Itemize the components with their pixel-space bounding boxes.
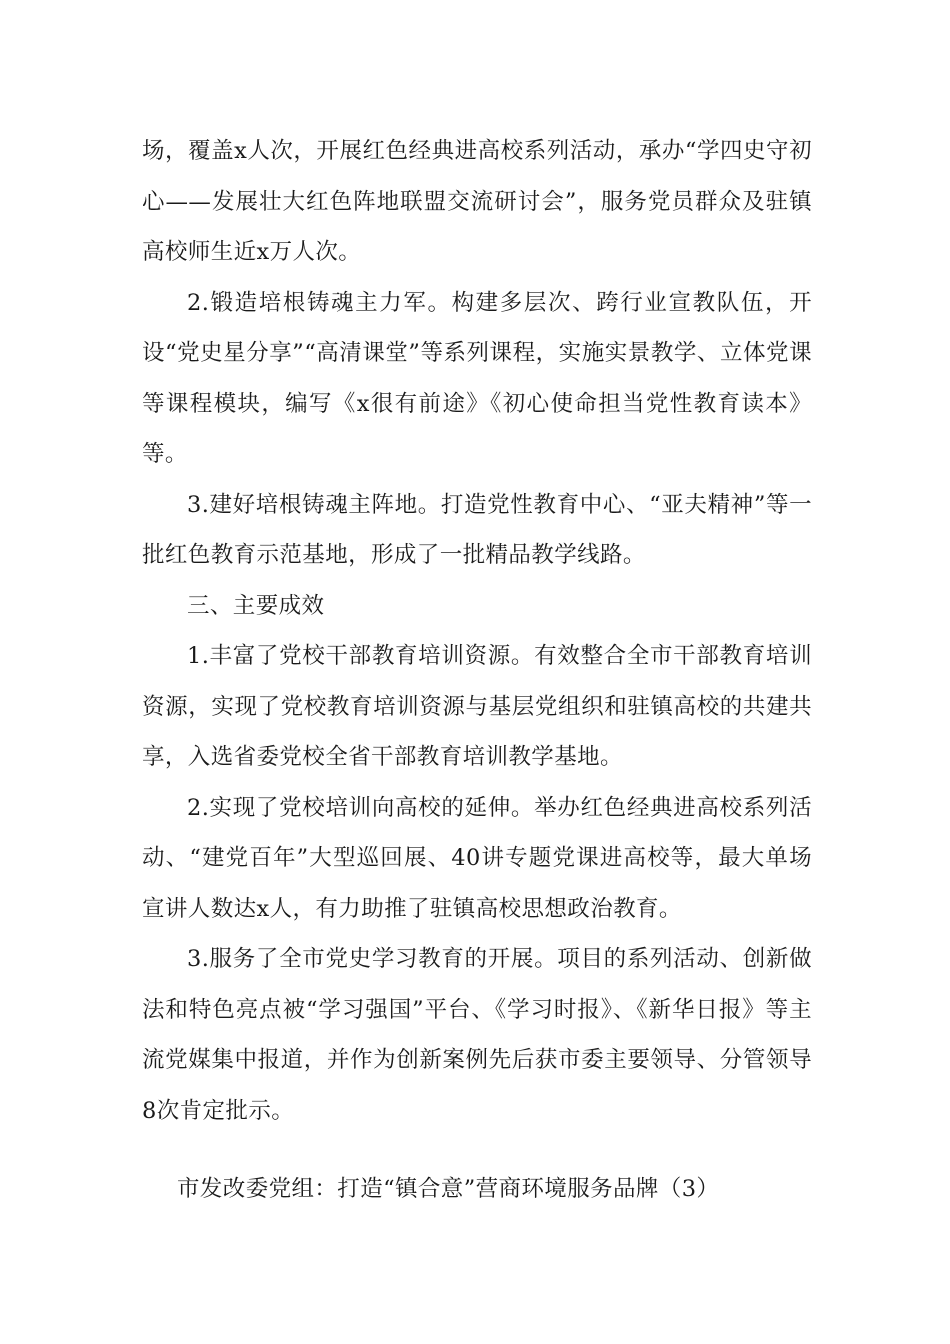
paragraph-item-3: 3.建好培根铸魂主阵地。打造党性教育中心、“亚夫精神”等一批红色教育示范基地，形成了一批精品教学线路。 [142,491,812,568]
next-article-title: 市发改委党组：打造“镇合意”营商环境服务品牌（3） [177,1176,720,1202]
paragraph-item-2: 2.锻造培根铸魂主力军。构建多层次、跨行业宣教队伍，开设“党史星分享”“高清课堂”等系列课程，实施实景教学、立体党课等课程模块，编写《x很有前途》《初心使命担当党性教育读本》等。 [142,289,812,467]
section-heading: 三、主要成效 [187,592,325,619]
paragraph-result-3: 3.服务了全市党史学习教育的开展。项目的系列活动、创新做法和特色亮点被“学习强国”平台、《学习时报》、《新华日报》等主流党媒集中报道，并作为创新案例先后获市委主要领导、分管领导8次肯定批示。 [142,946,812,1124]
document-body [142,126,812,1136]
paragraph-result-1: 1.丰富了党校干部教育培训资源。有效整合全市干部教育培训资源，实现了党校教育培训资源与基层党组织和驻镇高校的共建共享，入选省委党校全省干部教育培训教学基地。 [142,643,812,770]
paragraph-result-2: 2.实现了党校培训向高校的延伸。举办红色经典进高校系列活动、“建党百年”大型巡回展、40讲专题党课进高校等，最大单场宣讲人数达x人，有力助推了驻镇高校思想政治教育。 [142,794,812,922]
paragraph-continuation: 场，覆盖x人次，开展红色经典进高校系列活动，承办“学四史守初心——发展壮大红色阵地联盟交流研讨会”，服务党员群众及驻镇高校师生近x万人次。 [142,138,812,265]
